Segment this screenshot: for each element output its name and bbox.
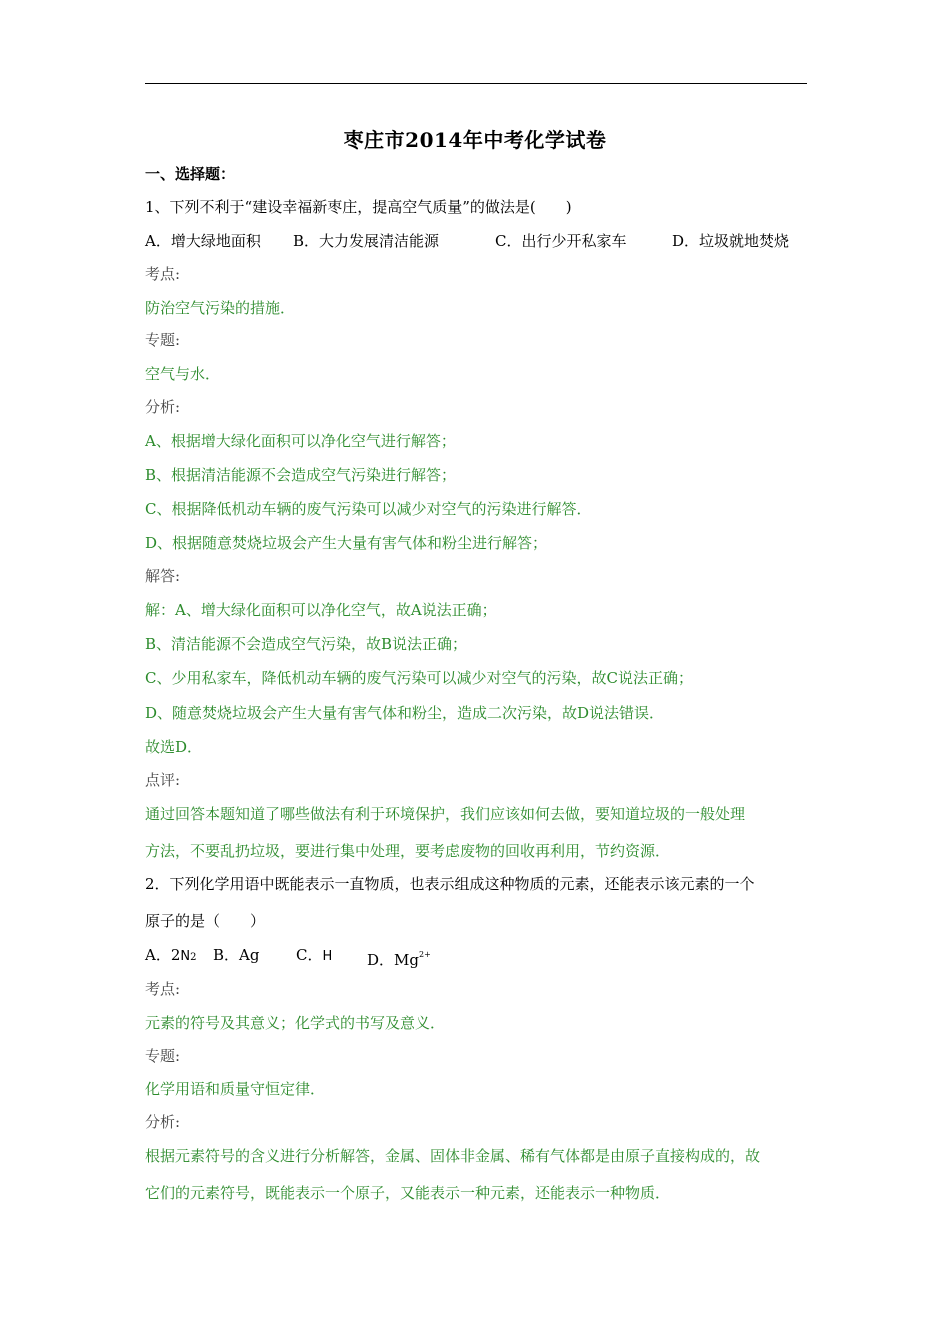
q2-fenxi-line: 根据元素符号的含义进行分析解答，金属、固体非金属、稀有气体都是由原子直接构成的，故 — [145, 1147, 761, 1165]
q2-fenxi-line: 它们的元素符号，既能表示一个原子，又能表示一种元素，还能表示一种物质． — [145, 1184, 671, 1202]
q2-kaodian-label: 考点: — [145, 980, 181, 998]
q1-option-c: C．出行少开私家车 — [495, 232, 627, 250]
q2-option-d: D．$Mg^{2+}$ — [367, 950, 431, 969]
q1-zhuanti: 空气与水． — [145, 365, 221, 383]
q1-jieda-line: C、少用私家车，降低机动车辆的废气污染可以减少对空气的污染，故C说法正确； — [145, 669, 693, 687]
q1-jieda-label: 解答: — [145, 567, 181, 585]
q1-kaodian-label: 考点: — [145, 265, 181, 283]
q1-dianping-label: 点评: — [145, 771, 181, 789]
q2-option-a: A．2N2 — [145, 946, 197, 964]
header-rule — [145, 83, 807, 84]
q2-stem-line: 原子的是（ ） — [145, 912, 266, 930]
q2-zhuanti-label: 专题: — [145, 1047, 181, 1065]
q1-stem: 1、下列不利于“建设幸福新枣庄，提高空气质量”的做法是( ) — [145, 198, 572, 216]
q1-fenxi-line: D、根据随意焚烧垃圾会产生大量有害气体和粉尘进行解答； — [145, 534, 548, 552]
q2-zhuanti: 化学用语和质量守恒定律． — [145, 1080, 326, 1098]
q2-option-c: C．H — [296, 946, 333, 964]
q1-option-a: A．增大绿地面积 — [145, 232, 261, 250]
section-heading: 一、选择题： — [145, 165, 236, 183]
q2-option-b: B．Ag — [213, 946, 260, 964]
q1-option-b: B．大力发展清洁能源 — [293, 232, 440, 250]
q1-jieda-line: 解：A、增大绿化面积可以净化空气，故A说法正确； — [145, 601, 497, 619]
q1-zhuanti-label: 专题: — [145, 331, 181, 349]
q1-fenxi-line: B、根据清洁能源不会造成空气污染进行解答； — [145, 466, 457, 484]
q2-fenxi-label: 分析: — [145, 1113, 181, 1131]
q1-dianping-line: 方法，不要乱扔垃圾，要进行集中处理，要考虑废物的回收再利用，节约资源． — [145, 842, 671, 860]
q1-fenxi-line: C、根据降低机动车辆的废气污染可以减少对空气的污染进行解答． — [145, 500, 592, 518]
q1-fenxi-line: A、根据增大绿化面积可以净化空气进行解答； — [145, 432, 456, 450]
q1-kaodian: 防治空气污染的措施． — [145, 299, 296, 317]
page-title: 枣庄市2014年中考化学试卷 — [343, 128, 607, 152]
q2-kaodian: 元素的符号及其意义；化学式的书写及意义． — [145, 1014, 446, 1032]
q1-jieda-line: B、清洁能源不会造成空气污染，故B说法正确； — [145, 635, 468, 653]
q2-stem-line: 2．下列化学用语中既能表示一直物质，也表示组成这种物质的元素，还能表示该元素的一个 — [145, 875, 755, 893]
q1-jieda-line: D、随意焚烧垃圾会产生大量有害气体和粉尘，造成二次污染，故D说法错误． — [145, 704, 665, 722]
q1-jieda-line: 故选D． — [145, 738, 203, 756]
q1-dianping-line: 通过回答本题知道了哪些做法有利于环境保护，我们应该如何去做，要知道垃圾的一般处理 — [145, 805, 746, 823]
q1-fenxi-label: 分析: — [145, 398, 181, 416]
q1-option-d: D．垃圾就地焚烧 — [672, 232, 790, 250]
